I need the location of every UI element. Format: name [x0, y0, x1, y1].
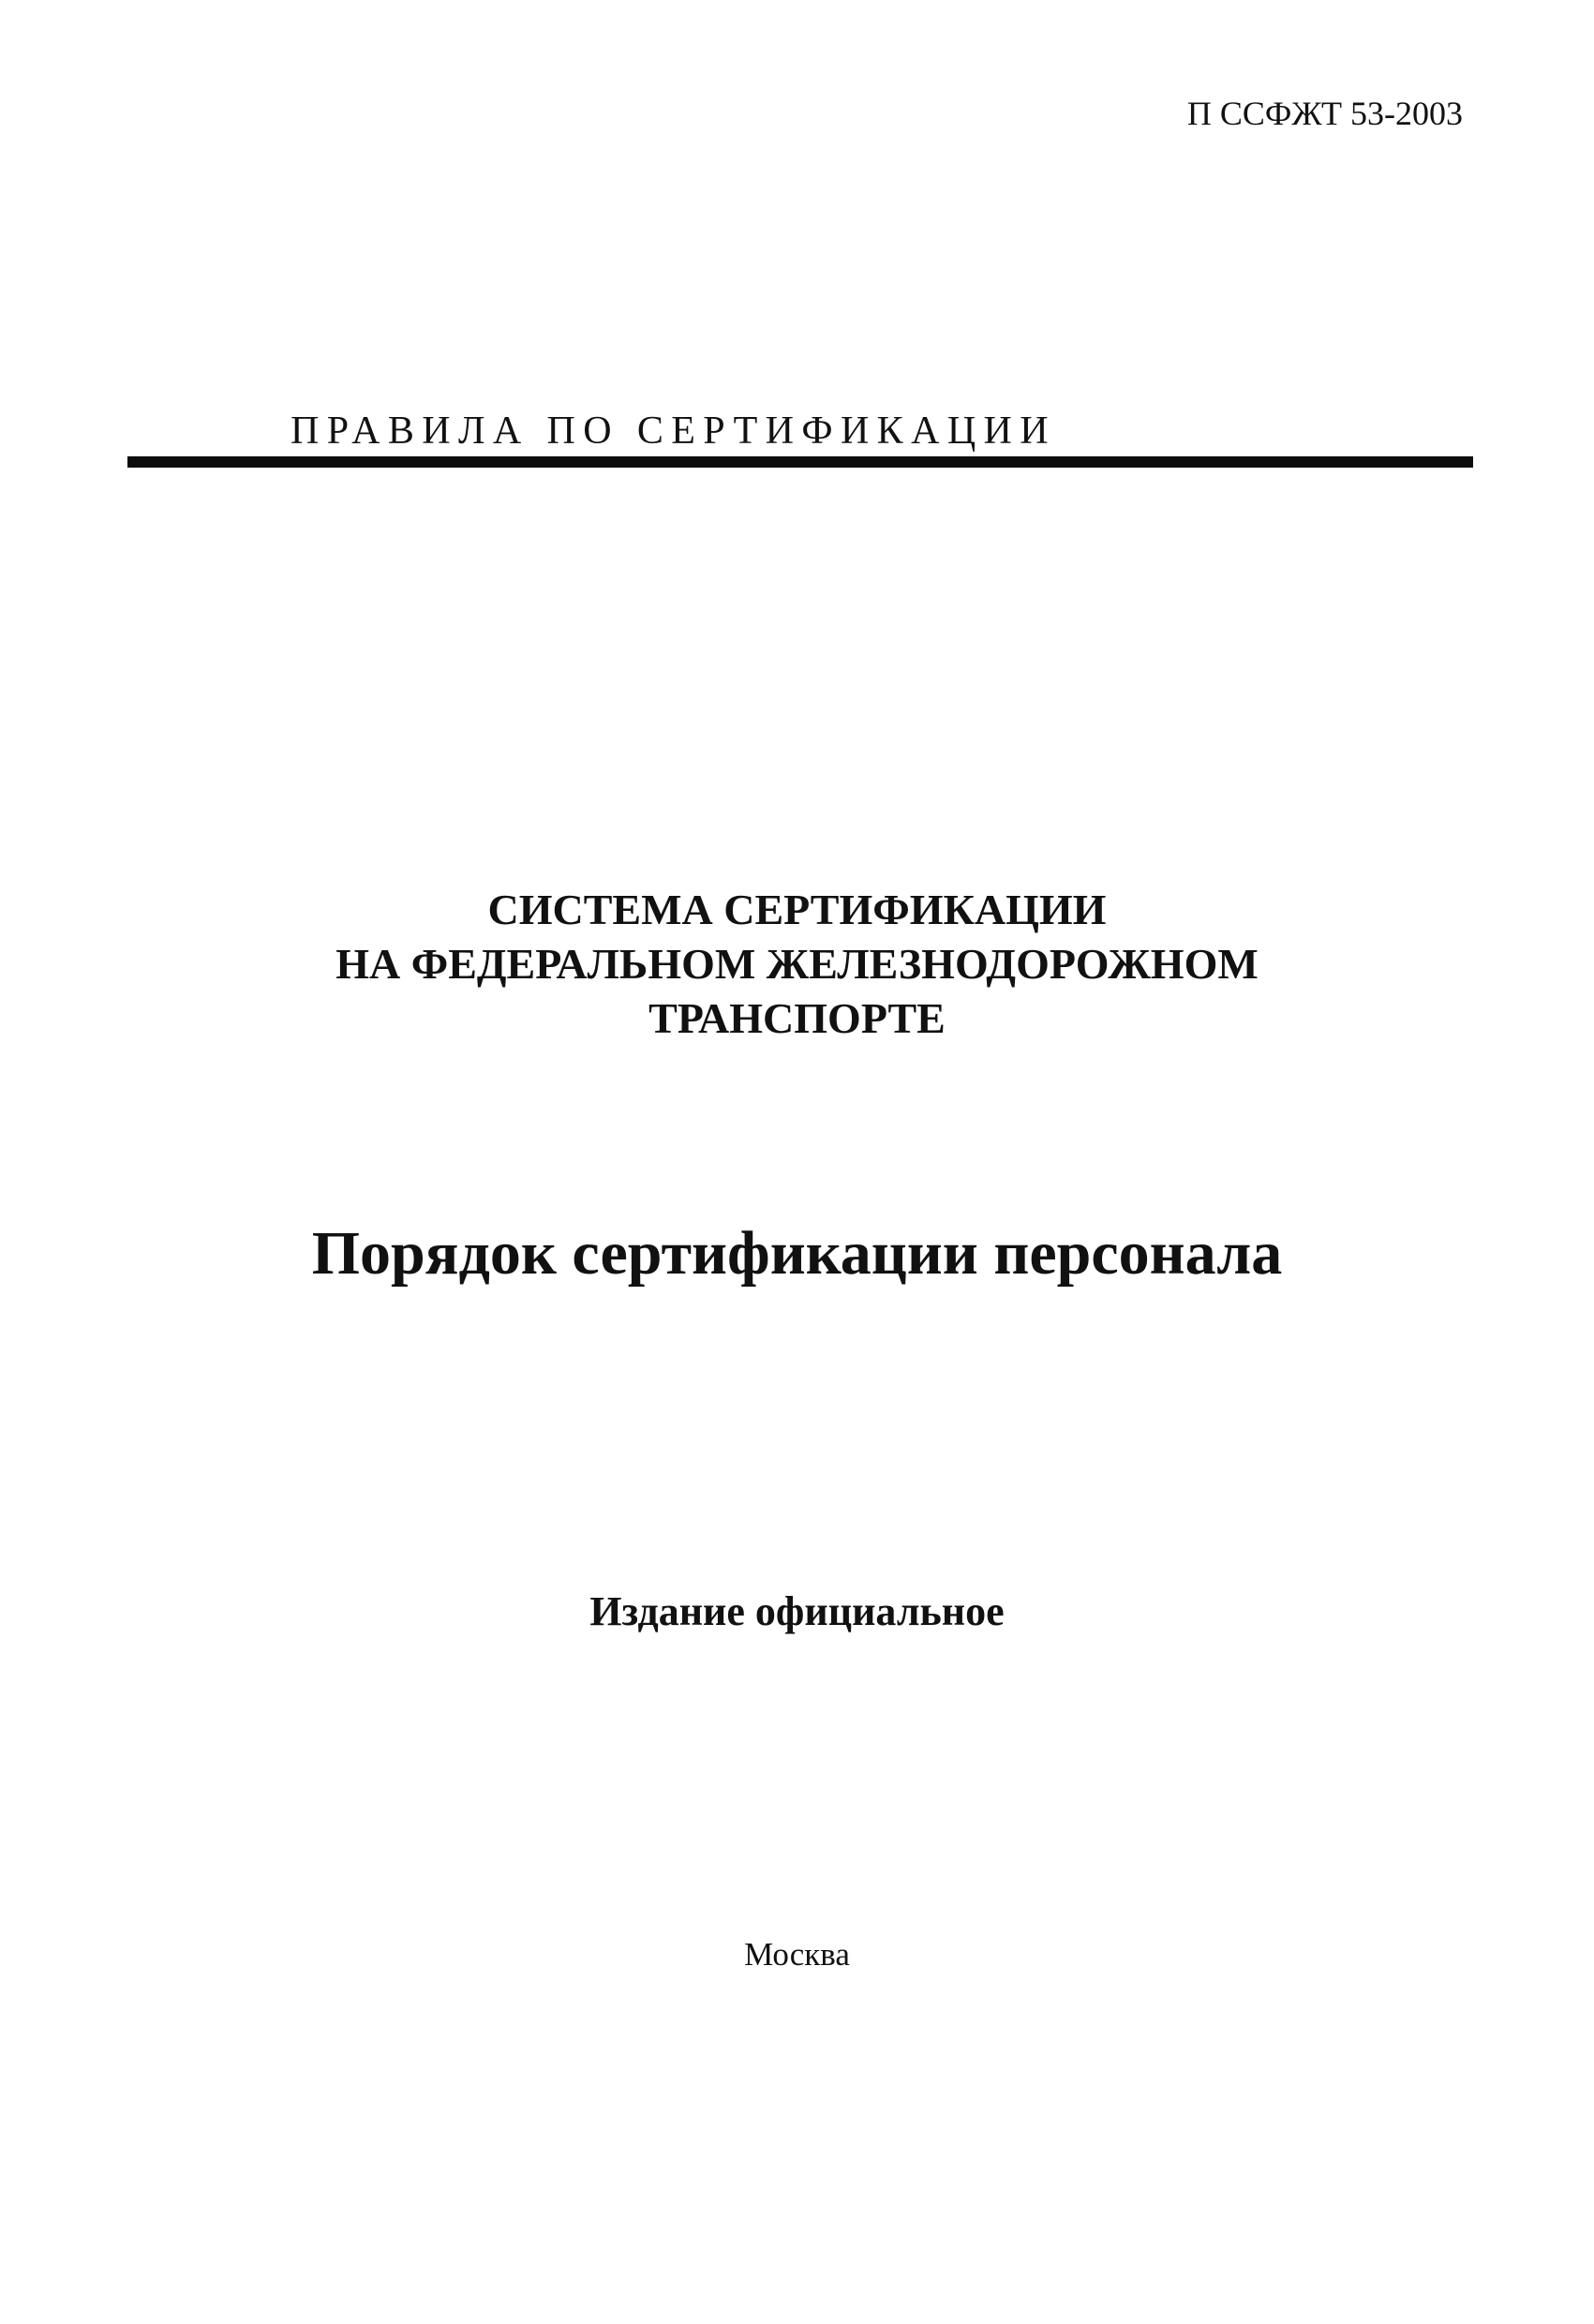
city-label: Москва: [744, 1936, 850, 1973]
document-code: П ССФЖТ 53-2003: [1186, 95, 1463, 132]
edition-label: Издание официальное: [589, 1588, 1005, 1634]
system-title-line-3: ТРАНСПОРТЕ: [648, 994, 946, 1042]
system-title-line-1: СИСТЕМА СЕРТИФИКАЦИИ: [487, 886, 1107, 933]
title-rule: [127, 456, 1473, 468]
main-title: Порядок сертификации персонала: [311, 1219, 1283, 1288]
system-title: [0, 883, 1594, 1046]
system-title-line-2: НА ФЕДЕРАЛЬНОМ ЖЕЛЕЗНОДОРОЖНОМ: [335, 940, 1259, 988]
series-title: ПРАВИЛА ПО СЕРТИФИКАЦИИ: [290, 410, 1057, 453]
